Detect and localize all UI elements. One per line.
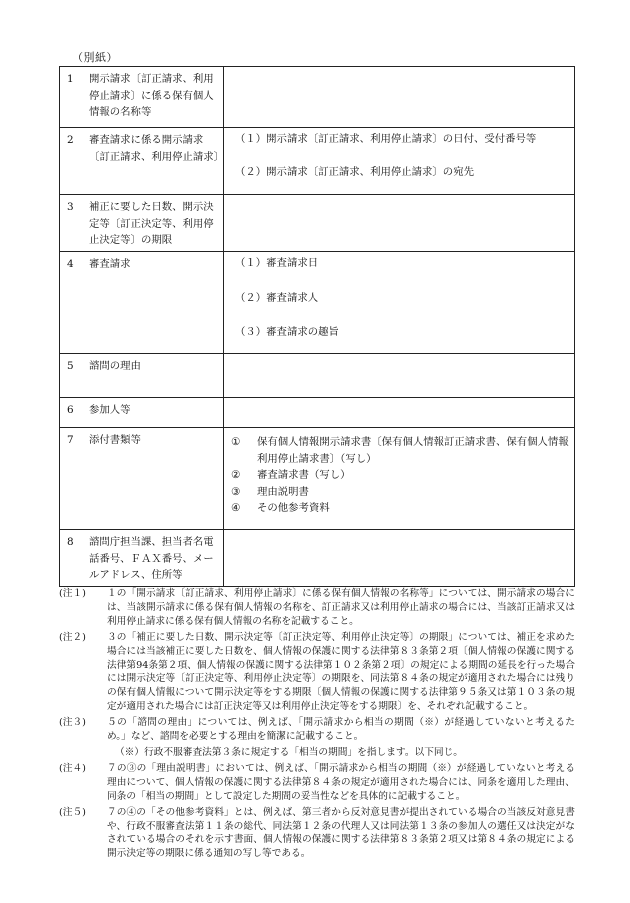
attachment-heading: （別紙） <box>72 51 118 64</box>
note-item <box>59 806 575 862</box>
row-number: 5 <box>67 360 74 372</box>
note-label: (注１) <box>59 588 86 599</box>
row-label: 審査請求に係る開示請求〔訂正請求、利用停止請求〕 <box>89 134 225 163</box>
note-item <box>59 762 575 804</box>
attachment-text: 保有個人情報開示請求書〔保有個人情報訂正請求書、保有個人情報利用停止請求書〕（写し） <box>257 436 569 465</box>
notes-section <box>59 587 575 863</box>
row-number: 7 <box>67 434 74 446</box>
note-text: １の「開示請求〔訂正請求、利用停止請求〕に係る保有個人情報の名称等」については、開示請求の場合には、当該開示請求に係る保有個人情報の名称を、訂正請求又は利用停止請求の場合には、当該訂正請求又は利用停止請求に係る保有個人情報の名称を記載すること。 <box>107 588 575 627</box>
row-label: 諮問の理由 <box>89 360 141 372</box>
attachment-text: 審査請求書（写し） <box>257 469 351 481</box>
table-row <box>60 195 575 252</box>
table-row <box>60 428 575 530</box>
row-label: 開示請求〔訂正請求、利用停止請求〕に係る保有個人情報の名称等 <box>89 73 214 118</box>
note-label: (注３) <box>59 717 86 729</box>
table-row <box>60 128 575 195</box>
table-row <box>60 252 575 354</box>
attachment-item <box>231 467 570 484</box>
table-row <box>60 398 575 428</box>
note-item <box>59 631 575 714</box>
table-row <box>60 67 575 128</box>
row-value-cell <box>224 530 575 587</box>
note-text: ７の③の「理由説明書」においては、例えば、「開示請求から相当の期間（※）が経過していないと考える理由について、個人情報の保護に関する法律第８４条の規定が適用された場合には、同条を適用した理由、同条の「相当の期間」として設定した期間の妥当性などを具体的に記載すること。 <box>107 762 575 802</box>
form-table <box>59 66 575 587</box>
row-number: 3 <box>67 201 74 213</box>
note-footnote: （※）行政不服審査法第３条に規定する「相当の期間」を指します。以下同じ。 <box>115 746 463 758</box>
row-value-cell <box>224 354 575 398</box>
note-item <box>59 587 575 629</box>
note-item <box>59 716 575 744</box>
attachment-item <box>231 500 570 517</box>
row-label: 参加人等 <box>89 404 131 416</box>
note-text: ５の「諮問の理由」については、例えば、「開示請求から相当の期間（※）が経過していないと考えるため。」など、諮問を必要とする理由を簡潔に記載すること。 <box>107 717 575 743</box>
table-row <box>60 530 575 587</box>
row-number: 8 <box>67 536 74 548</box>
attachment-text: 理由説明書 <box>257 485 309 498</box>
row-number: 1 <box>67 73 74 85</box>
row-number: 4 <box>67 258 74 270</box>
attachment-item <box>231 434 570 467</box>
attachment-item <box>231 484 570 501</box>
note-text: ７の④の「その他参考資料」とは、例えば、第三者から反対意見書が提出されている場合の当該反対意見書や、行政不服審査法第１１条の総代、同法第１２条の代理人又は同法第１３条の参加人の選任又は決定がなされている場合のそれを示す書面、個人情報の保護に関する法律第８３条第２項又は第８４条の規定による開示決定等の期限に係る通知の写し等である。 <box>107 806 575 860</box>
row-number: 6 <box>67 404 74 416</box>
row-label: 諮問庁担当課、担当者名電話番号、ＦＡＸ番号、メールアドレス、住所等 <box>89 536 214 581</box>
sub-item: （１）開示請求〔訂正請求、利用停止請求〕の日付、受付番号等 <box>235 133 537 145</box>
attachment-mark: ④ <box>231 502 241 514</box>
row-value-cell <box>224 398 575 428</box>
table-row <box>60 354 575 398</box>
attachment-text: その他参考資料 <box>257 502 330 514</box>
row-label: 補正に要した日数、開示決定等〔訂正決定等、利用停止決定等〕の期限 <box>89 201 214 246</box>
attachment-mark: ② <box>231 469 241 481</box>
row-number: 2 <box>67 134 74 146</box>
sub-item: （２）審査請求人 <box>235 291 319 304</box>
sub-item: （２）開示請求〔訂正請求、利用停止請求〕の宛先 <box>235 165 474 178</box>
row-label: 添付書類等 <box>89 434 141 446</box>
row-value-cell <box>224 67 575 128</box>
attachment-mark: ① <box>231 436 241 448</box>
row-label: 審査請求 <box>89 258 131 270</box>
note-label: (注４) <box>59 762 86 774</box>
attachment-mark: ③ <box>231 485 241 498</box>
sub-item: （１）審査請求日 <box>235 257 319 269</box>
row-value-cell <box>224 195 575 252</box>
sub-item: （３）審査請求の趣旨 <box>235 326 339 338</box>
note-label: (注２) <box>59 631 86 643</box>
note-text: ３の「補正に要した日数、開示決定等〔訂正決定等、利用停止決定等〕の期限」については、補正を求めた場合には当該補正に要した日数を、個人情報の保護に関する法律第８３条第２項〔個人情報の保護に関する法律第94条第２項、個人情報の保護に関する法律第１０２条第２項〕の規定による期間の延長を行った場合には開示決定等〔訂正決定等、利用停止決定等〕の期限を、同法第８４条の規定が適用された場合には残りの保有個人情報について開示決定等をする期限〔個人情報の保護に関する法律第９５条又は第１０３条の規定が適用された場合には訂正決定等又は利用停止決定等をする期限〕を、それぞれ記載すること。 <box>107 631 575 713</box>
note-label: (注５) <box>59 806 86 818</box>
